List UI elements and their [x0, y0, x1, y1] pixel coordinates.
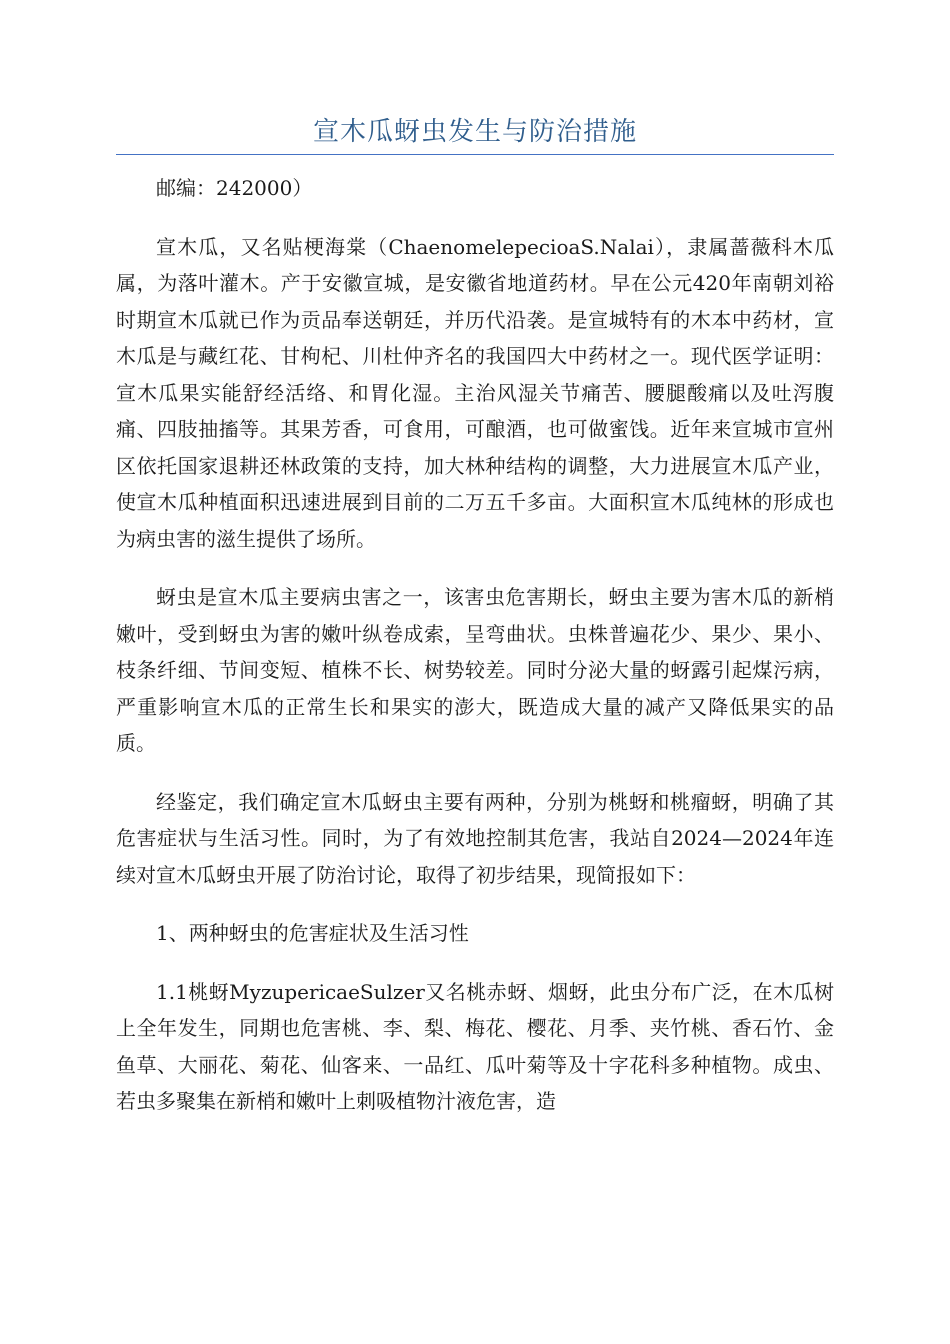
- paragraph-peach-aphid: 1.1桃蚜MyzupericaeSulzer又名桃赤蚜、烟蚜，此虫分布广泛，在木瓜树上全年发生，同期也危害桃、李、梨、梅花、樱花、月季、夹竹桃、香石竹、金鱼草、大丽花、菊花、仙客来、一品红、瓜叶菊等及十字花科多种植物。成虫、若虫多聚集在新梢和嫩叶上刺吸植物汁液危害，造: [116, 979, 834, 1113]
- postcode-line: 邮编：242000）: [156, 176, 313, 200]
- document-body: [116, 170, 834, 1142]
- section-heading: 1、两种蚜虫的危害症状及生活习性: [156, 921, 469, 945]
- paragraph-identification: 经鉴定，我们确定宣木瓜蚜虫主要有两种，分别为桃蚜和桃瘤蚜，明确了其危害症状与生活习性。同时，为了有效地控制其危害，我站自2024—2024年连续对宣木瓜蚜虫开展了防治讨论，取得了初步结果，现简报如下：: [116, 789, 834, 887]
- paragraph-aphid-damage: 蚜虫是宣木瓜主要病虫害之一，该害虫危害期长，蚜虫主要为害木瓜的新梢嫩叶，受到蚜虫为害的嫩叶纵卷成索，呈弯曲状。虫株普遍花少、果少、果小、枝条纤细、节间变短、植株不长、树势较差。同时分泌大量的蚜露引起煤污病，严重影响宣木瓜的正常生长和果实的澎大，既造成大量的减产又降低果实的品质。: [116, 585, 834, 755]
- document-title: 宣木瓜蚜虫发生与防治措施: [312, 117, 637, 147]
- paragraph-intro: 宣木瓜，又名贴梗海棠（ChaenomelepecioaS.Nalai），隶属蔷薇科木瓜属，为落叶灌木。产于安徽宣城，是安徽省地道药材。早在公元420年南朝刘裕时期宣木瓜就已作为贡品奉送朝廷，并历代沿袭。是宣城特有的木本中药材，宣木瓜是与藏红花、甘枸杞、川杜仲齐名的我国四大中药材之一。现代医学证明：宣木瓜果实能舒经活络、和胃化湿。主治风湿关节痛苦、腰腿酸痛以及吐泻腹痛、四肢抽搐等。其果芳香，可食用，可酿酒，也可做蜜饯。近年来宣城市宣州区依托国家退耕还林政策的支持，加大林种结构的调整，大力进展宣木瓜产业，使宣木瓜种植面积迅速进展到目前的二万五千多亩。大面积宣木瓜纯林的形成也为病虫害的滋生提供了场所。: [116, 234, 834, 551]
- title-underline: [116, 154, 834, 155]
